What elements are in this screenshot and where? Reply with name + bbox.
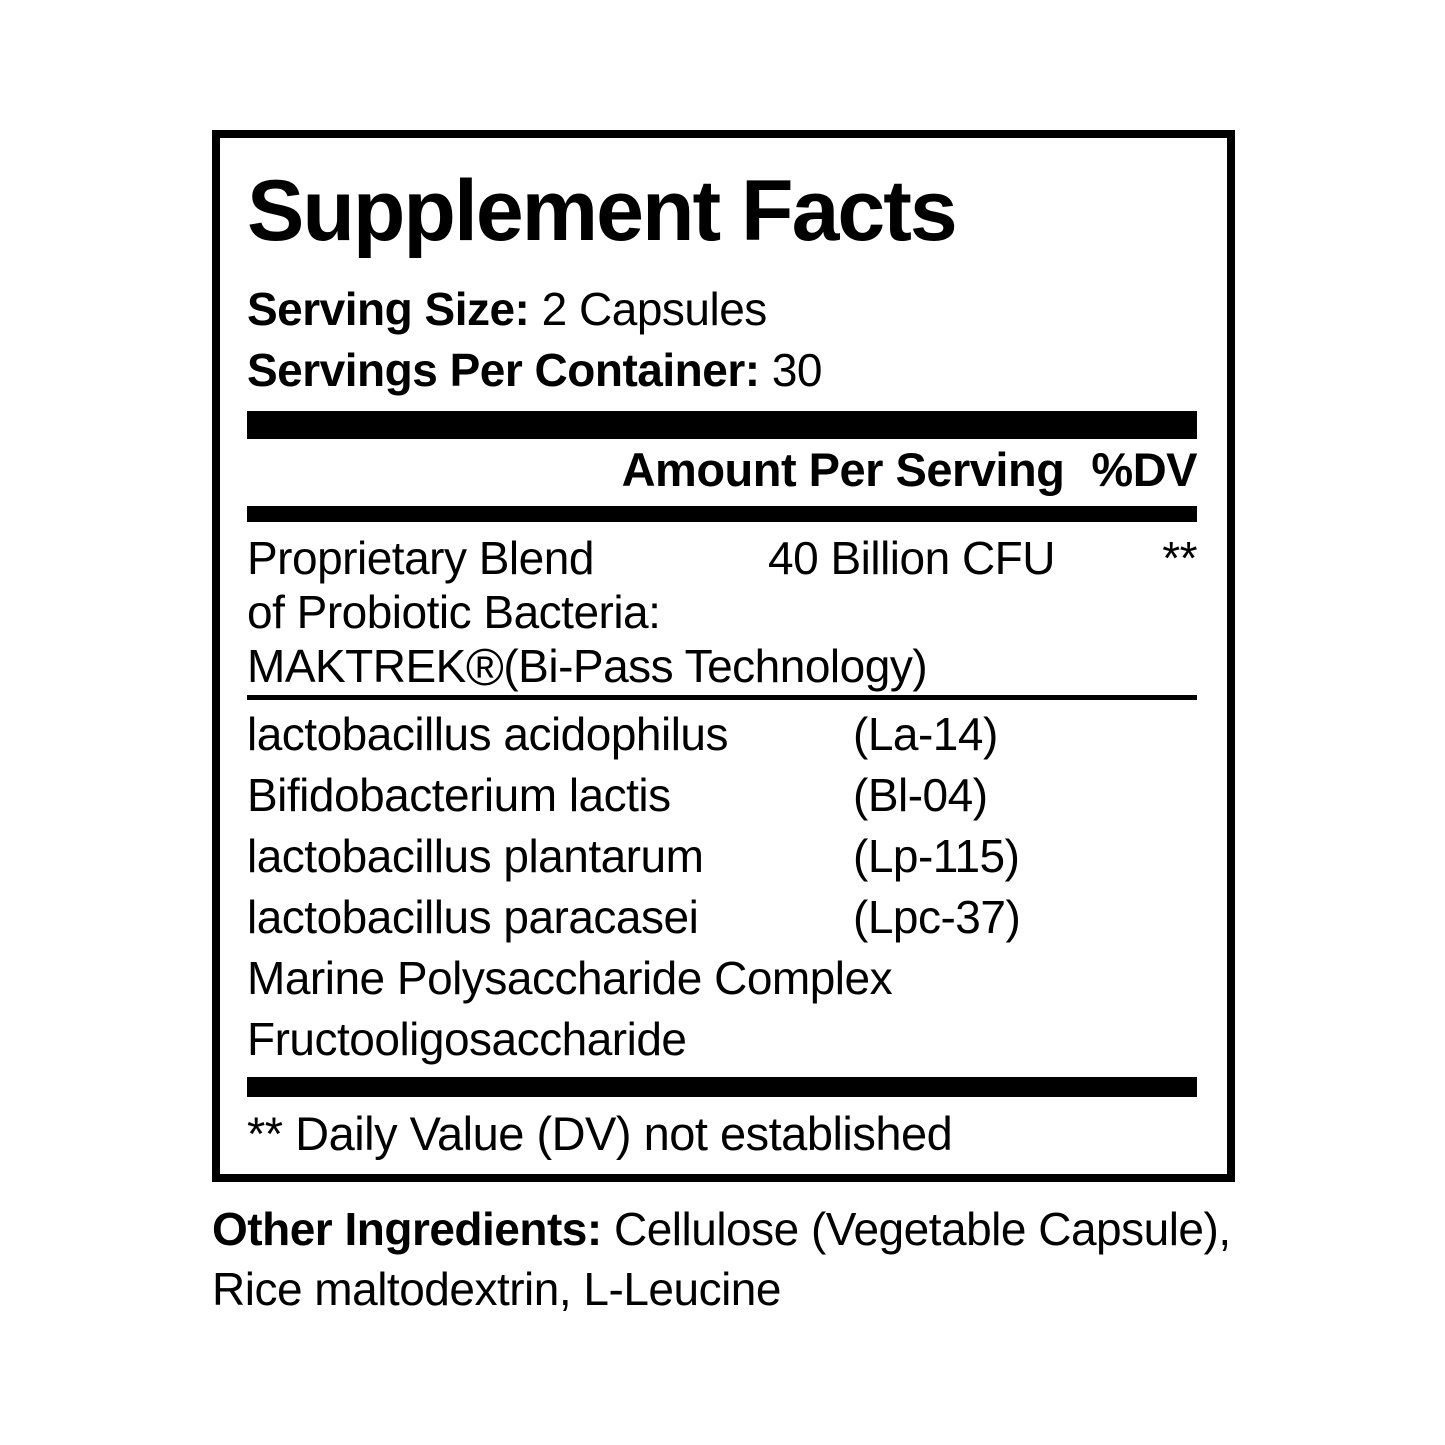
ingredient-name: lactobacillus acidophilus [247, 708, 729, 760]
ingredient-strain [853, 1009, 1197, 1070]
panel-title: Supplement Facts [247, 163, 956, 259]
other-ingredients-label: Other Ingredients: [212, 1203, 602, 1255]
registered-trademark-icon: ® [465, 638, 504, 697]
ingredient-list [247, 704, 1197, 1070]
supplement-facts-panel [212, 130, 1235, 1182]
column-header-row [247, 441, 1197, 499]
table-row [247, 826, 1197, 887]
blend-name-line3 [247, 638, 1197, 697]
table-row [247, 1009, 1197, 1070]
other-ingredients-paragraph [212, 1199, 1287, 1319]
table-row [247, 704, 1197, 765]
ingredient-name: lactobacillus plantarum [247, 830, 704, 882]
dv-footnote: ** Daily Value (DV) not established [247, 1107, 953, 1160]
amount-per-serving-header: Amount Per Serving [621, 443, 1065, 496]
blend-amount-row [247, 531, 1197, 585]
serving-size-value: 2 Capsules [541, 283, 767, 335]
maktrek-name: MAKTREK [247, 640, 466, 692]
ingredient-strain [853, 948, 1197, 1009]
ingredient-strain: (La-14) [853, 708, 998, 760]
servings-per-container-label: Servings Per Container: [247, 344, 760, 396]
blend-name-line2: of Probiotic Bacteria: [247, 586, 661, 638]
ingredient-strain: (Bl-04) [853, 769, 988, 821]
blend-dv-value: ** [1162, 532, 1197, 584]
ingredient-strain: (Lp-115) [853, 830, 1020, 882]
table-row [247, 765, 1197, 826]
serving-size-label: Serving Size: [247, 283, 530, 335]
table-row [247, 948, 1197, 1009]
ingredient-name: Fructooligosaccharide [247, 1013, 687, 1065]
servings-per-container-value: 30 [771, 344, 822, 396]
divider-thin [247, 695, 1197, 700]
divider-medium [247, 506, 1197, 522]
divider-thick-top [247, 411, 1197, 439]
table-row [247, 887, 1197, 948]
blend-name-line1: Proprietary Blend [247, 532, 594, 584]
maktrek-suffix: (Bi-Pass Technology) [503, 640, 928, 692]
ingredient-name: Marine Polysaccharide Complex [247, 952, 893, 1004]
ingredient-name: lactobacillus paracasei [247, 891, 699, 943]
servings-per-container-line [247, 340, 1197, 401]
divider-thick-bottom [247, 1077, 1197, 1097]
other-ingredients-value: Cellulose (Vegetable Capsule), Rice maltodextrin, L-Leucine [212, 1203, 1231, 1315]
ingredient-strain: (Lpc-37) [853, 891, 1021, 943]
serving-size-line [247, 279, 1197, 340]
proprietary-blend-block [247, 531, 1197, 697]
ingredient-name: Bifidobacterium lactis [247, 769, 671, 821]
blend-amount-value: 40 Billion CFU [768, 532, 1055, 584]
percent-dv-header: %DV [1091, 443, 1197, 496]
